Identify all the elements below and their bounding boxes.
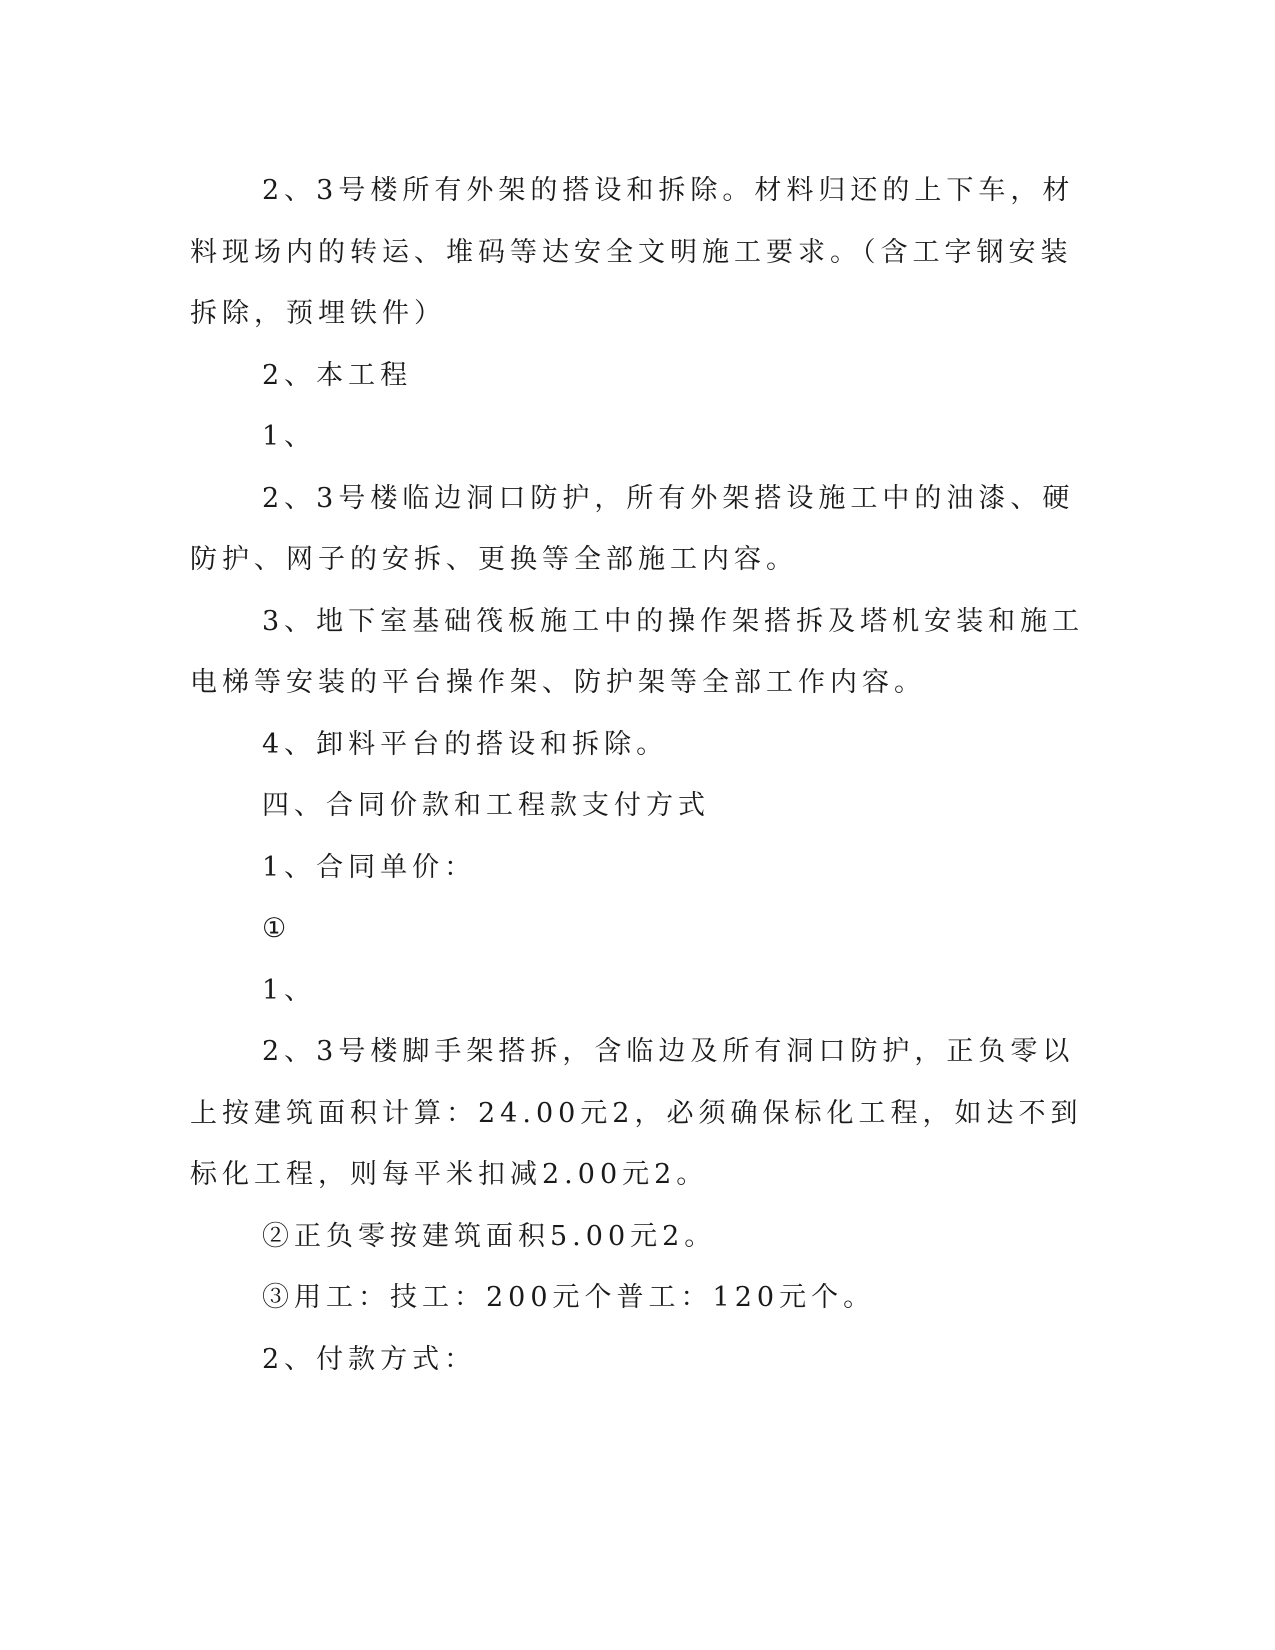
paragraph-circled-1: ① (262, 913, 292, 944)
paragraph-scaffold-pricing: 2、3号楼脚手架搭拆，含临边及所有洞口防护，正负零以上按建筑面积计算：24.00元2，必须确保标化工程，如达不到标化工程，则每平米扣减2.00元2。 (190, 1036, 1083, 1190)
section-heading-contract-price: 四、合同价款和工程款支付方式 (262, 790, 710, 821)
paragraph-basement-platform: 3、地下室基础筏板施工中的操作架搭拆及塔机安装和施工电梯等安装的平台操作架、防护架等全部工作内容。 (190, 605, 1085, 698)
paragraph-unloading-platform: 4、卸料平台的搭设和拆除。 (262, 728, 669, 760)
paragraph-item-1: 1、 (262, 421, 317, 452)
document-body (190, 160, 1090, 1390)
paragraph-edge-protection: 2、3号楼临边洞口防护，所有外架搭设施工中的油漆、硬防护、网子的安拆、更换等全部施工内容。 (190, 482, 1075, 575)
paragraph-labor-pricing: ③用工：技工：200元个普工：120元个。 (262, 1282, 876, 1313)
paragraph-unit-price-heading: 1、合同单价： (262, 851, 477, 883)
paragraph-scope-item-building-3-scaffold: 2、3号楼所有外架的搭设和拆除。材料归还的上下车，材料现场内的转运、堆码等达安全文明施工要求。（含工字钢安装拆除，预埋铁件） (190, 175, 1075, 329)
paragraph-project-heading: 2、本工程 (262, 359, 413, 391)
paragraph-ground-level-pricing: ②正负零按建筑面积5.00元2。 (262, 1220, 717, 1252)
paragraph-payment-method-heading: 2、付款方式： (262, 1343, 477, 1375)
paragraph-item-1-repeat: 1、 (262, 974, 317, 1006)
